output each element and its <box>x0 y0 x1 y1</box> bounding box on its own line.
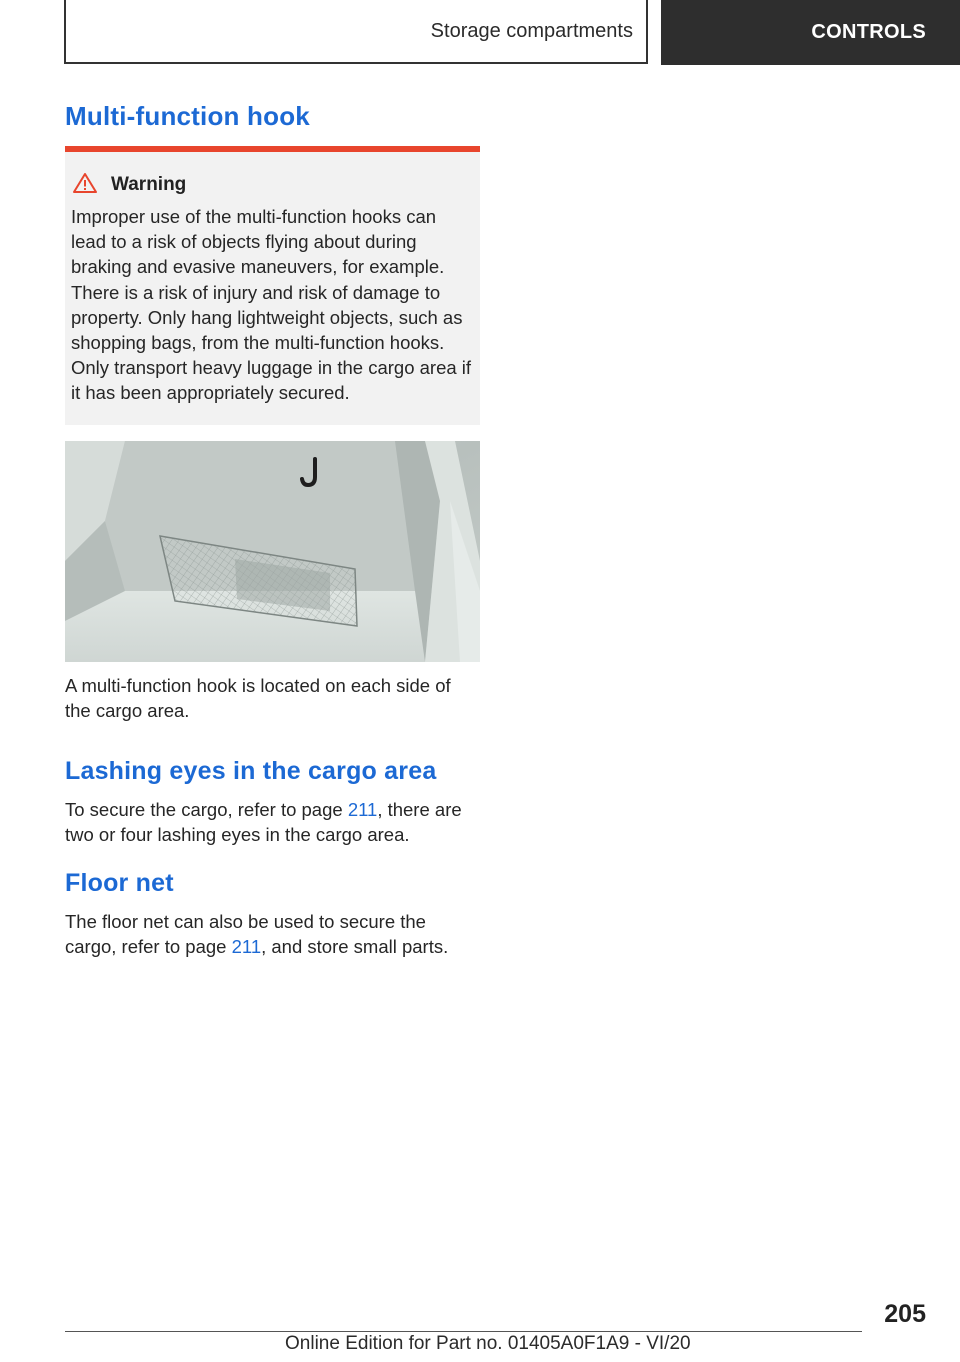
page-number: 205 <box>884 1300 926 1328</box>
footer-edition: Online Edition for Part no. 01405A0F1A9 - VI/20 <box>285 1333 691 1354</box>
floor-net-text-before: The floor net can also be used to secure the cargo, refer to page <box>65 911 426 958</box>
header-chapter-label: CONTROLS <box>811 21 926 43</box>
warning-text: Improper use of the multi-function hooks can lead to a risk of objects flying about during braking and evasive maneuvers, for example. There is a risk of injury and risk of damage to property. Only hang lightweight objects, such as shopping bags, from the multi-function hooks. Only transport heavy luggage in the cargo area if it has been appropriately secured. <box>71 206 472 404</box>
warning-triangle-icon <box>72 172 98 194</box>
section-title-floor-net: Floor net <box>65 869 174 897</box>
footer-divider <box>65 1331 862 1332</box>
hook-location-paragraph: A multi-function hook is located on each side of the cargo area. <box>65 675 451 722</box>
lashing-eyes-paragraph <box>65 797 480 848</box>
lashing-text-before: To secure the cargo, refer to page <box>65 799 348 820</box>
cargo-area-photo <box>65 441 480 662</box>
page-211-link[interactable]: 211 <box>347 799 378 820</box>
lashing-text-after: , there are two or four lashing eyes in the cargo area. <box>65 799 462 846</box>
section-title-multi-function-hook: Multi-function hook <box>65 101 310 131</box>
header-section-label: Storage compartments <box>430 19 633 42</box>
floor-net-text-after: , and store small parts. <box>261 936 449 958</box>
section-title-lashing-eyes: Lashing eyes in the cargo area <box>65 757 437 785</box>
floor-net-paragraph <box>65 909 480 960</box>
page-211-link[interactable]: 211 <box>231 936 262 958</box>
warning-title: Warning <box>111 174 187 195</box>
header-section-tab <box>64 0 648 64</box>
header-chapter-tab <box>661 0 960 65</box>
